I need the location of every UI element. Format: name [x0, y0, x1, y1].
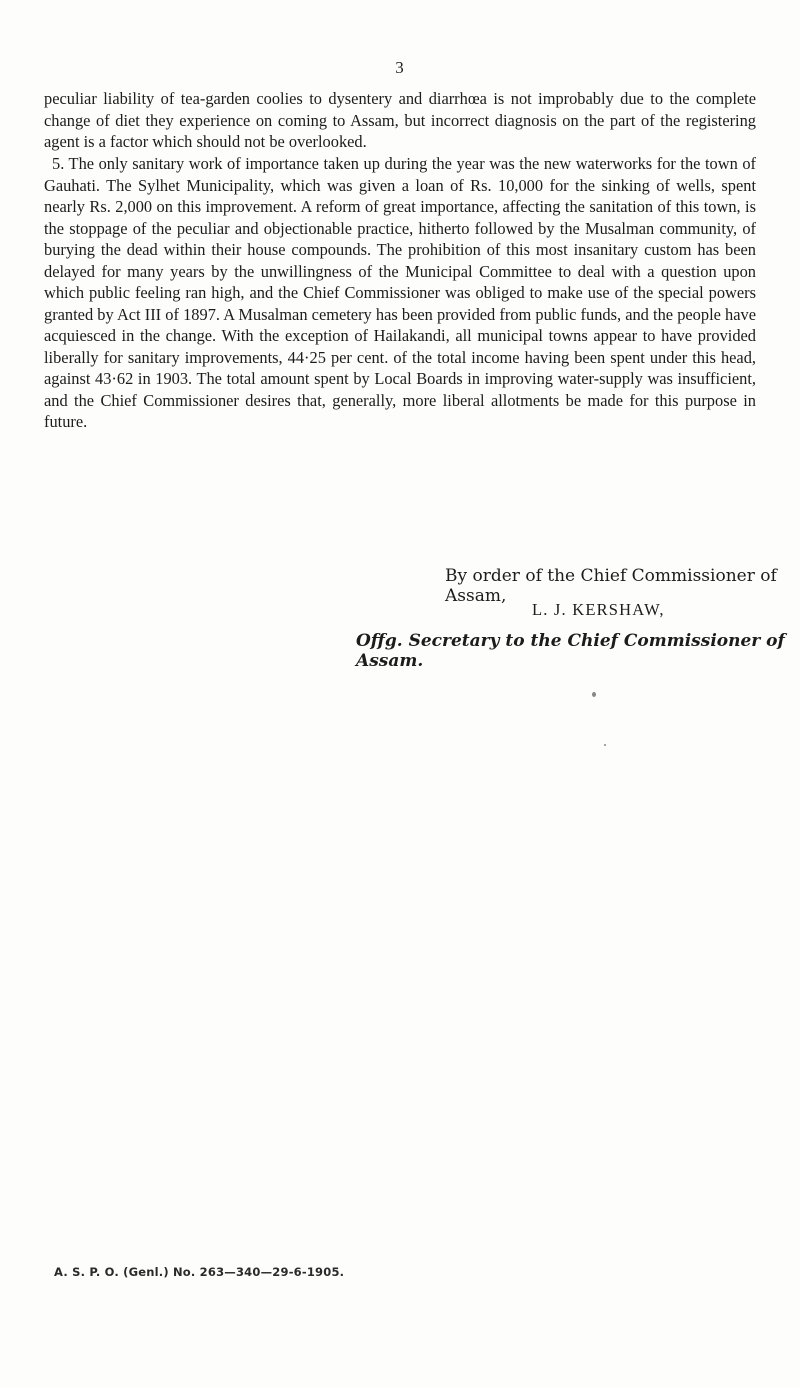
continued-paragraph [44, 88, 756, 153]
signatory-title: Offg. Secretary to the Chief Commissioner of Assam. [356, 631, 785, 671]
signature-order-line: By order of the Chief Commissioner of Assam, [445, 566, 777, 606]
paragraph-text: peculiar liability of tea-garden coolies to dysentery and diarrhœa is not improbably due to the complete change of diet they experience on coming to Assam, but incorrect diagnosis on the part of the registering agent is a factor which should not be overlooked. [44, 89, 756, 151]
printer-imprint: A. S. P. O. (Genl.) No. 263—340—29-6-1905. [54, 1265, 345, 1279]
print-speck [592, 692, 596, 697]
signatory-name: L. J. KERSHAW, [532, 600, 665, 619]
paragraph-text: 5. The only sanitary work of importance taken up during the year was the new waterworks for the town of Gauhati. The Sylhet Municipality, which was given a loan of Rs. 10,000 for the sinking of wells, spent nearly Rs. 2,000 on this improvement. A reform of great importance, affecting the sanitation of this town, is the stoppage of the peculiar and objectionable practice, hitherto followed by the Musalman community, of burying the dead within their house compounds. The prohibition of this most insanitary custom has been delayed for many years by the unwillingness of the Municipal Committee to deal with a question upon which public feeling ran high, and the Chief Commissioner was obliged to make use of the special powers granted by Act III of 1897. A Musalman cemetery has been provided from public funds, and the people have acquiesced in the change. With the exception of Hailakandi, all municipal towns appear to have provided liberally for sanitary improvements, 44·25 per cent. of the total income having been spent under this head, against 43·62 in 1903. The total amount spent by Local Boards in improving water-supply was insufficient, and the Chief Commissioner desires that, generally, more liberal allotments be made for this purpose in future. [44, 154, 756, 431]
paragraph-5 [44, 153, 756, 433]
page-number: 3 [395, 58, 405, 77]
print-speck [604, 744, 606, 746]
